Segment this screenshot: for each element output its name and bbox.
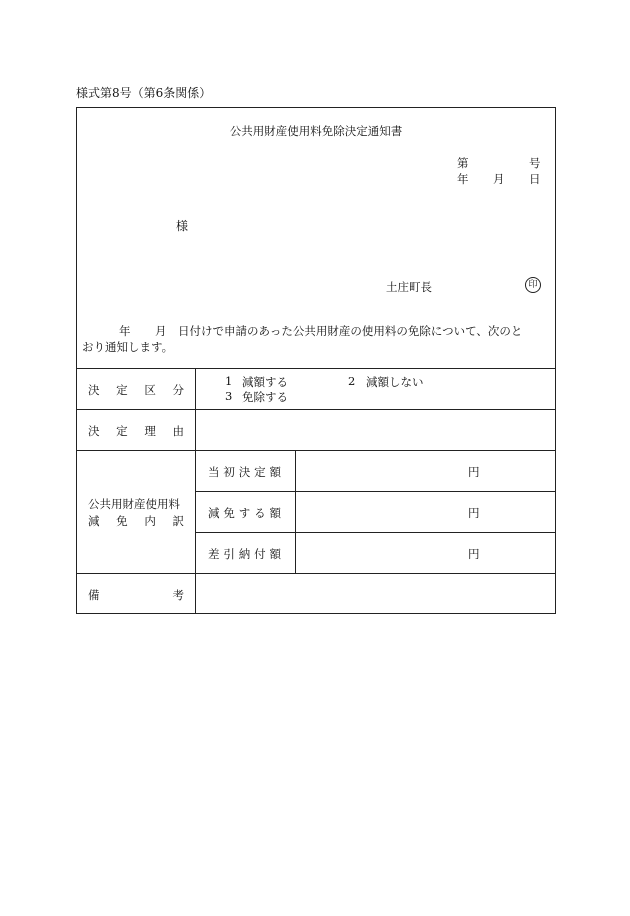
option-3-text: 免除する [242,390,288,404]
breakdown-label-line1: 公共用財産使用料 [88,497,180,511]
doc-number-suffix: 号 [529,156,541,170]
body-line1: 日付けで申請のあった公共用財産の使用料の免除について、次のと [178,324,523,338]
body-month: 月 [155,324,167,338]
initial-amount-unit: 円 [468,465,480,479]
row-divider [76,573,556,574]
option-1-text: 減額する [242,375,288,389]
row-divider [195,532,556,533]
body-line2: おり通知します。 [82,340,174,354]
row-divider [76,450,556,451]
decision-reason-label: 決 定 理 由 [88,424,184,438]
addressee-suffix: 様 [176,219,189,233]
option-2-text: 減額しない [366,375,424,389]
row-divider [76,409,556,410]
decision-type-label: 決 定 区 分 [88,383,184,397]
reduced-amount-unit: 円 [468,506,480,520]
document-title: 公共用財産使用料免除決定通知書 [229,124,403,138]
seal-mark: 印 [525,277,541,293]
doc-number-prefix: 第 [457,156,469,170]
initial-amount-label: 当 初 決 定 額 [208,465,281,479]
column-divider [295,450,296,573]
net-payment-unit: 円 [468,547,480,561]
column-divider [195,368,196,614]
table-top-border [76,368,556,369]
reduced-amount-label: 減 免 す る 額 [208,506,281,520]
body-year: 年 [119,324,131,338]
issuer-name: 土庄町長 [386,280,432,294]
remarks-label: 備 考 [88,588,184,602]
date-year: 年 [457,172,469,186]
option-1-number: 1 [225,374,233,388]
option-3-number: 3 [225,389,233,403]
row-divider [195,491,556,492]
notice-form [76,107,556,614]
date-month: 月 [493,172,505,186]
net-payment-label: 差 引 納 付 額 [208,547,281,561]
form-number-label: 様式第8号（第6条関係） [76,86,212,100]
option-2-number: 2 [348,374,356,388]
breakdown-label-line2: 減 免 内 訳 [88,514,184,528]
date-day: 日 [529,172,541,186]
